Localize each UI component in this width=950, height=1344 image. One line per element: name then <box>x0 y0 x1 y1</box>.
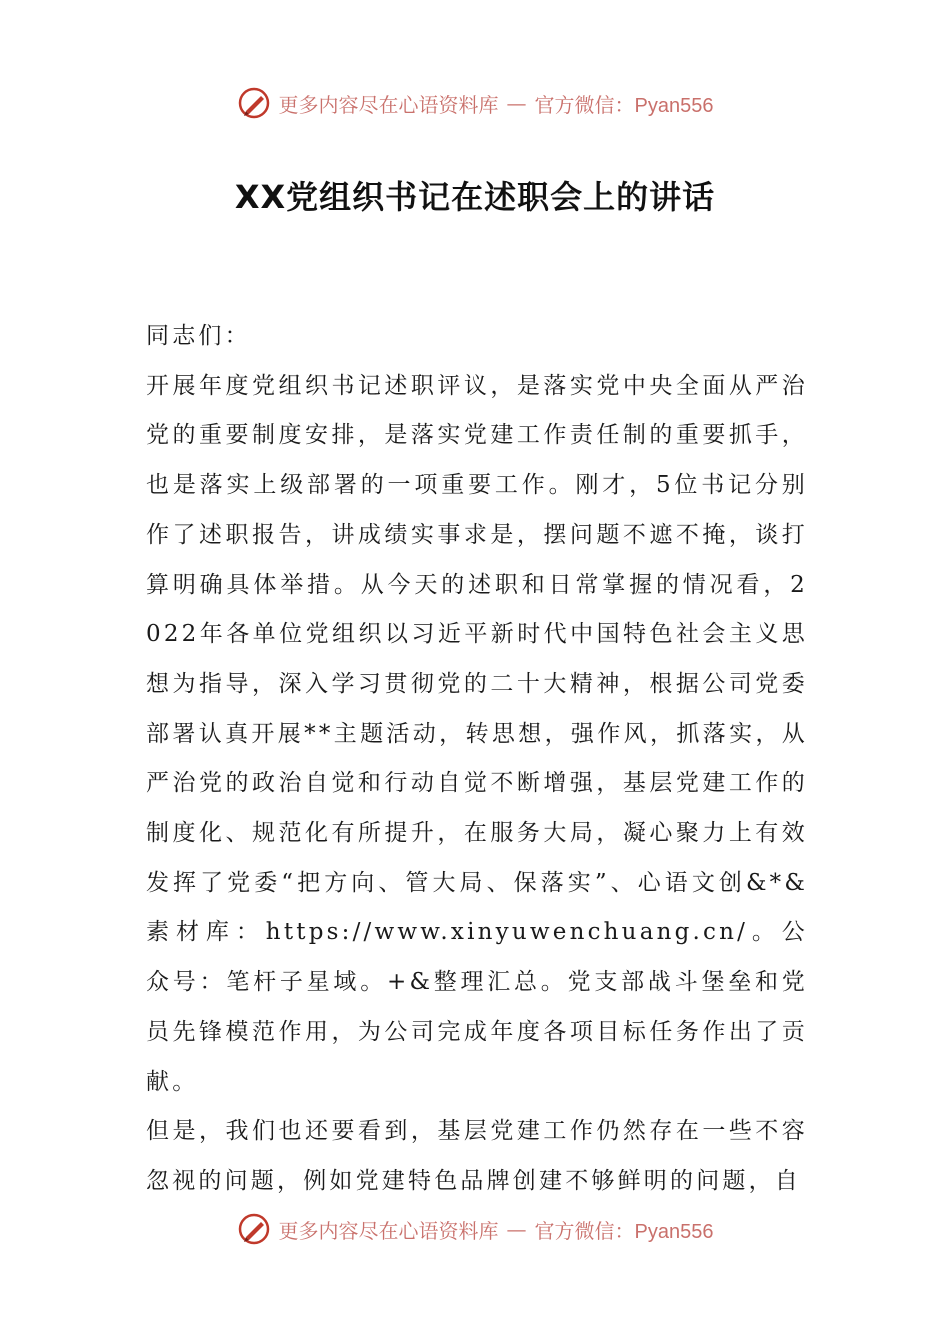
paragraph-1: 开展年度党组织书记述职评议，是落实党中央全面从严治党的重要制度安排，是落实党建工作责任制的重要抓手，也是落实上级部署的一项重要工作。刚才，5位书记分别作了述职报告，讲成绩实事求是，摆问题不遮不掩，谈打算明确具体举措。从今天的述职和日常掌握的情况看，2022年各单位党组织以习近平新时代中国特色社会主义思想为指导，深入学习贯彻党的二十大精神，根据公司党委部署认真开展**主题活动，转思想，强作风，抓落实，从严治党的政治自觉和行动自觉不断增强，基层党建工作的制度化、规范化有所提升，在服务大局，凝心聚力上有效发挥了党委“把方向、管大局、保落实”、心语文创&*&素材库：https://www.xinyuwenchuang.cn/。公众号：笔杆子星域。+&整理汇总。党支部战斗堡垒和党员先锋模范作用，为公司完成年度各项目标任务作出了贡献。 <box>146 372 808 1095</box>
document-body <box>146 312 808 1207</box>
watermark-brand: 更多内容尽在心语资料库 <box>278 92 499 117</box>
watermark-brand: 更多内容尽在心语资料库 <box>278 1218 499 1243</box>
document-title: XX党组织书记在述职会上的讲话 <box>234 178 716 216</box>
footer-watermark <box>0 1212 950 1246</box>
watermark-separator: — <box>506 1217 527 1241</box>
watermark-contact: 官方微信：Pyan556 <box>534 1220 714 1243</box>
watermark-separator: — <box>506 91 527 115</box>
pen-logo-icon <box>237 86 271 120</box>
paragraph-2: 但是，我们也还要看到，基层党建工作仍然存在一些不容忽视的问题，例如党建特色品牌创建不够鲜明的问题，自 <box>146 1118 808 1194</box>
pen-logo-icon <box>237 1212 271 1246</box>
header-watermark <box>0 86 950 120</box>
watermark-contact: 官方微信：Pyan556 <box>534 94 714 117</box>
salutation: 同志们： <box>146 323 251 349</box>
